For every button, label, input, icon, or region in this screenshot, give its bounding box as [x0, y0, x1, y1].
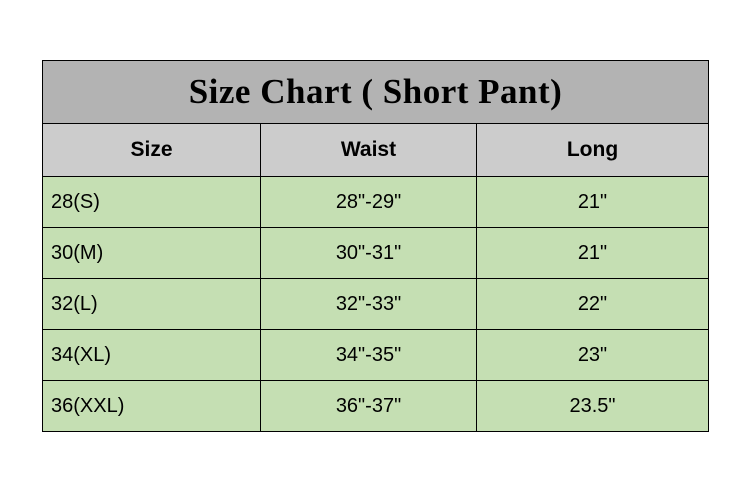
column-header-size: Size — [43, 124, 261, 177]
cell-waist: 28"-29" — [261, 177, 477, 228]
table-row — [43, 279, 709, 330]
cell-long: 23" — [477, 330, 709, 381]
chart-title: Size Chart ( Short Pant) — [43, 61, 709, 124]
cell-long: 22" — [477, 279, 709, 330]
cell-waist: 32"-33" — [261, 279, 477, 330]
table-row — [43, 381, 709, 432]
cell-size: 28(S) — [43, 177, 261, 228]
cell-size: 30(M) — [43, 228, 261, 279]
table-row — [43, 177, 709, 228]
title-row — [43, 61, 709, 124]
cell-waist: 30"-31" — [261, 228, 477, 279]
cell-waist: 34"-35" — [261, 330, 477, 381]
cell-waist: 36"-37" — [261, 381, 477, 432]
size-chart-table — [42, 60, 709, 432]
cell-long: 21" — [477, 177, 709, 228]
header-row — [43, 124, 709, 177]
cell-size: 34(XL) — [43, 330, 261, 381]
column-header-long: Long — [477, 124, 709, 177]
cell-size: 32(L) — [43, 279, 261, 330]
cell-long: 23.5" — [477, 381, 709, 432]
cell-long: 21" — [477, 228, 709, 279]
table-row — [43, 330, 709, 381]
column-header-waist: Waist — [261, 124, 477, 177]
cell-size: 36(XXL) — [43, 381, 261, 432]
size-chart-container — [42, 60, 708, 432]
table-row — [43, 228, 709, 279]
